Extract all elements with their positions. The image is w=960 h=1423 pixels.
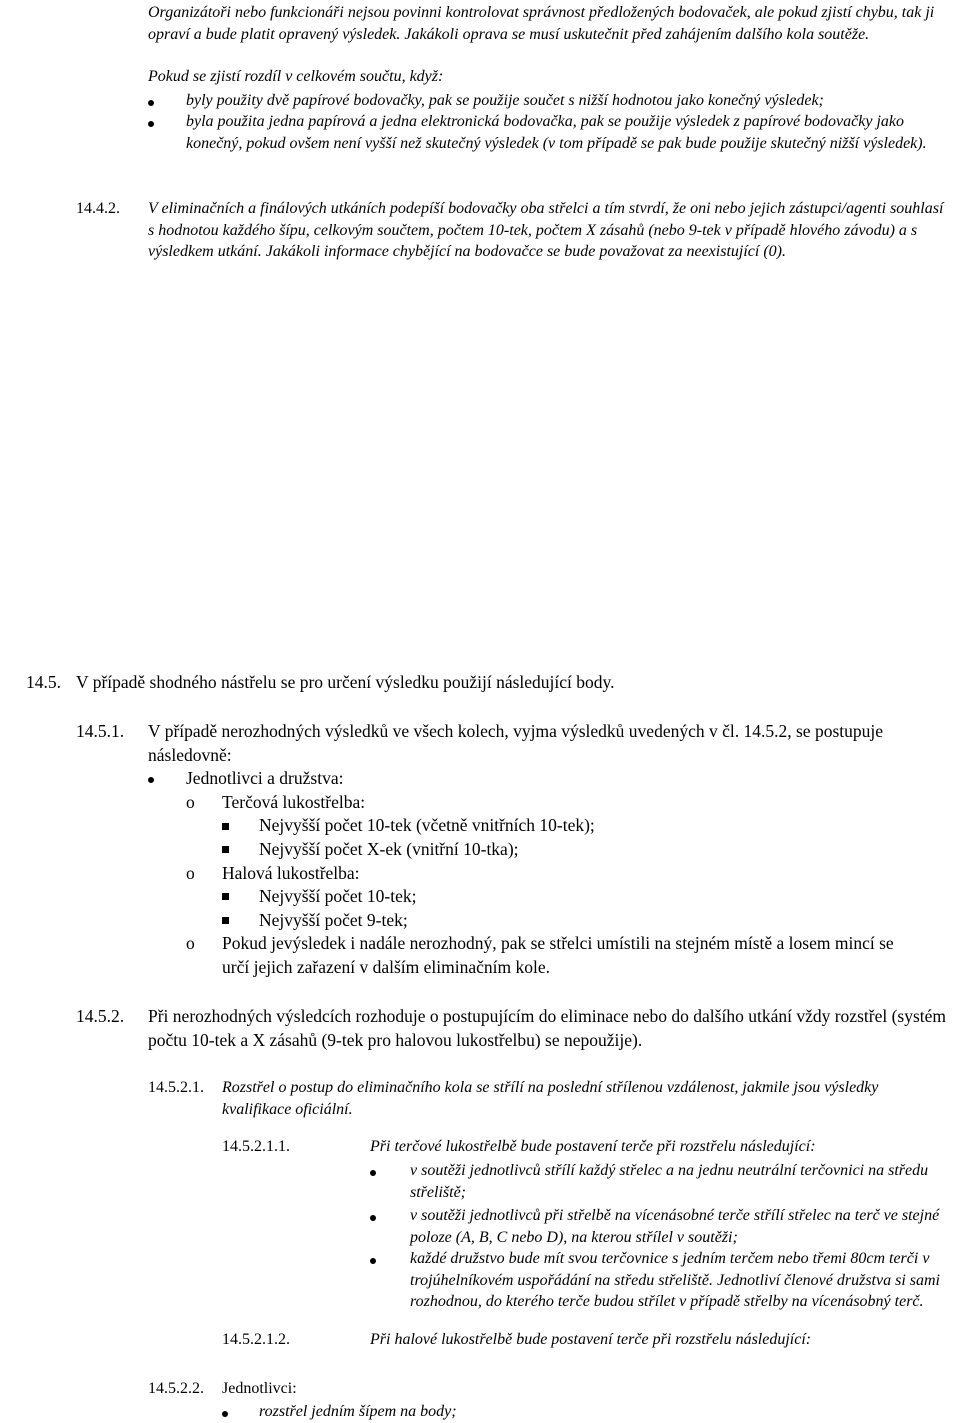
- list-item: Nejvyšší počet 10-tek;: [259, 886, 417, 906]
- list-heading: Jednotlivci a družstva:: [186, 768, 344, 788]
- circle-bullet: o: [186, 933, 195, 953]
- list-item: Nejvyšší počet X-ek (vnitřní 10-tka);: [259, 839, 519, 859]
- bullet-icon: [370, 1215, 376, 1221]
- bullet-icon: [148, 121, 154, 127]
- list-item: Pokud jevýsledek i nadále nerozhodný, pak se střelci umístili na stejném místě a losem mincí se určí jejich zařazení v dalším eliminačním kole.: [222, 933, 894, 977]
- square-bullet-icon: [222, 846, 229, 853]
- section-text: Rozstřel o postup do eliminačního kola se střílí na poslední střílenou vzdálenost, jakmile jsou výsledky kvalifikace oficiální.: [222, 1079, 879, 1118]
- section-heading: Při halové lukostřelbě bude postavení terče při rozstřelu následující:: [370, 1331, 812, 1348]
- circle-bullet: o: [186, 792, 195, 812]
- bullet-icon: [148, 100, 154, 106]
- paragraph-sum-difference: Pokud se zjistí rozdíl v celkovém součtu, když:: [148, 68, 444, 85]
- section-text: V případě nerozhodných výsledků ve všech kolech, vyjma výsledků uvedených v čl. 14.5.2, se postupuje následovně:: [148, 721, 883, 765]
- section-number: 14.5.2.1.2.: [222, 1331, 290, 1348]
- section-heading: V případě shodného nástřelu se pro určení výsledku použijí následující body.: [76, 672, 615, 692]
- list-subheading: Terčová lukostřelba:: [222, 792, 366, 812]
- list-subheading: Halová lukostřelba:: [222, 863, 360, 883]
- square-bullet-icon: [222, 823, 229, 830]
- section-heading: Jednotlivci:: [222, 1380, 297, 1397]
- section-14-4-2-text: V eliminačních a finálových utkáních podepíší bodovačky oba střelci a tím stvrdí, že oni nebo jejich zástupci/agenti souhlasí s hodnotou každého šípu, celkovým součtem, počtem 10-tek, počtem X zásahů (nebo 9-tek v případě hlového závodu) a s výsledkem utkání. Jakákoli informace chybějící na bodovačce se bude považovat za neexistující (0).: [148, 200, 944, 260]
- list-item: každé družstvo bude mít svou terčovnice s jedním terčem nebo třemi 80cm terči v trojúhelníkovém uspořádání na středu střeliště. Jednotliví členové družstva si sami rozhodnou, do kterého terče budou střílet v případě střelby na vícenásobný terč.: [410, 1250, 940, 1310]
- bullet-icon: [370, 1170, 376, 1176]
- bullet-icon: [148, 777, 154, 783]
- section-number: 14.5.2.2.: [148, 1380, 204, 1397]
- square-bullet-icon: [222, 893, 229, 900]
- section-text: Při nerozhodných výsledcích rozhoduje o postupujícím do eliminace nebo do dalšího utkání vždy rozstřel (systém počtu 10-tek a X zásahů (9-tek pro halovou lukostřelbu) se nepoužije).: [148, 1006, 947, 1050]
- section-number: 14.4.2.: [76, 200, 120, 217]
- list-item: Nejvyšší počet 10-tek (včetně vnitřních 10-tek);: [259, 815, 595, 835]
- section-heading: Při terčové lukostřelbě bude postavení terče při rozstřelu následující:: [370, 1138, 816, 1155]
- list-item: rozstřel jedním šípem na body;: [259, 1403, 457, 1420]
- list-item: byla použita jedna papírová a jedna elektronická bodovačka, pak se použije výsledek z papírové bodovačky jako konečný, pokud ovšem není vyšší než skutečný výsledek (v tom případě se pak bude použije skutečný nižší výsledek).: [186, 113, 927, 152]
- page-gap: [0, 1360, 960, 1400]
- bullet-icon: [370, 1258, 376, 1264]
- section-number: 14.5.2.1.: [148, 1079, 204, 1096]
- paragraph-score-correction: Organizátoři nebo funkcionáři nejsou povinni kontrolovat správnost předložených bodovaček, ale pokud zjistí chybu, tak ji opraví a bude platit opravený výsledek. Jakákoli oprava se musí uskutečnit před zahájením dalšího kola soutěže.: [148, 4, 935, 43]
- circle-bullet: o: [186, 863, 195, 883]
- list-item: Nejvyšší počet 9-tek;: [259, 910, 408, 930]
- list-item: byly použity dvě papírové bodovačky, pak se použije součet s nižší hodnotou jako konečný výsledek;: [186, 92, 824, 109]
- section-number: 14.5.2.: [76, 1006, 125, 1026]
- section-text: [148, 198, 948, 263]
- bullet-icon: [222, 1411, 228, 1417]
- list-item: v soutěži jednotlivců při střelbě na vícenásobné terče střílí střelec na terč ve stejné poloze (A, B, C nebo D), na kterou střílel v soutěži;: [410, 1207, 940, 1246]
- list-item: v soutěži jednotlivců střílí každý střelec a na jednu neutrální terčovnici na středu střeliště;: [410, 1162, 929, 1201]
- section-number: 14.5.2.1.1.: [222, 1138, 290, 1155]
- section-number: 14.5.1.: [76, 721, 125, 741]
- square-bullet-icon: [222, 917, 229, 924]
- section-number: 14.5.: [26, 672, 61, 692]
